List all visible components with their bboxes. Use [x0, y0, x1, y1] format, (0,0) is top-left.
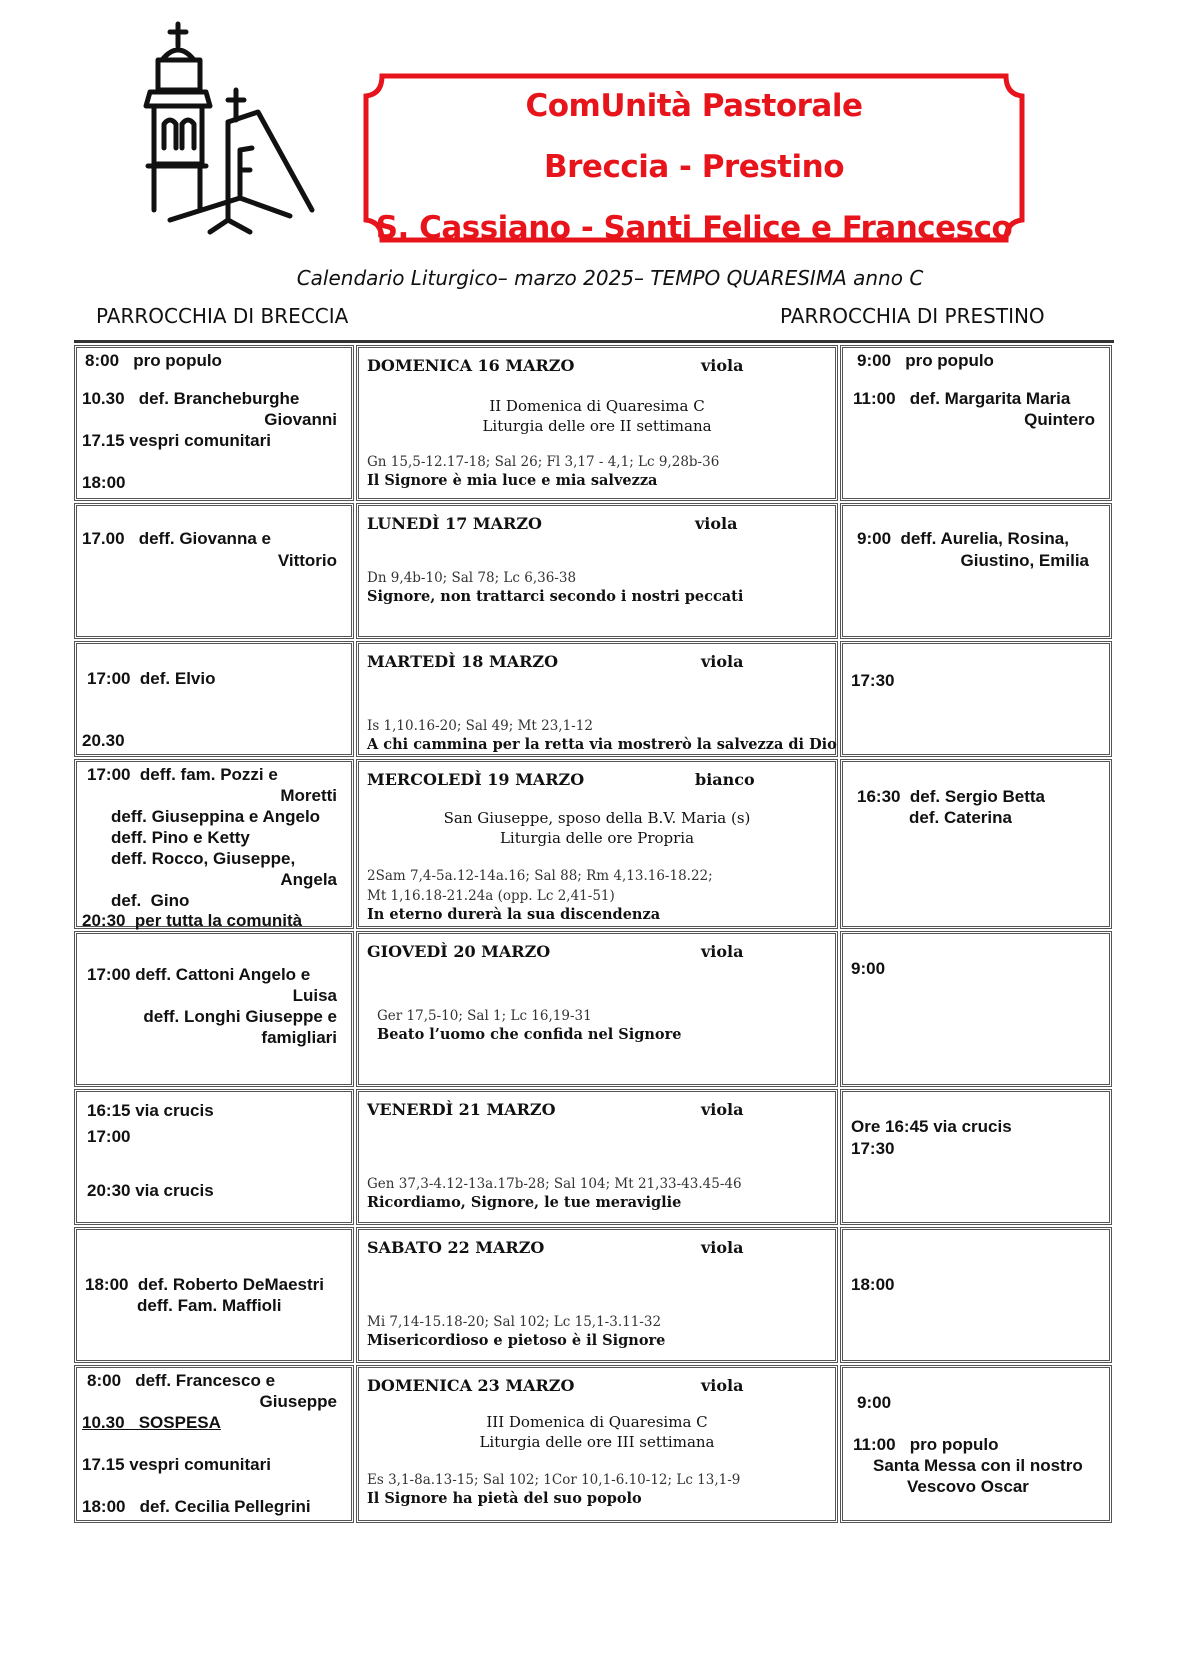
liturgical-color: viola: [701, 942, 744, 961]
parish-prestino-label: PARROCCHIA DI PRESTINO: [780, 304, 1045, 328]
prestino-line: 11:00 pro populo: [853, 1435, 999, 1454]
breccia-line: def. Gino: [111, 891, 190, 910]
liturgy-cell: [356, 345, 838, 501]
prestino-line: 9:00 deff. Aurelia, Rosina,: [857, 529, 1069, 548]
prestino-line: Quintero: [1024, 410, 1095, 429]
day-header: MERCOLEDÌ 19 MARZO: [367, 770, 585, 789]
breccia-line: 17.15 vespri comunitari: [82, 1455, 271, 1474]
celebration: Liturgia delle ore II settimana: [482, 417, 712, 435]
readings: Es 3,1-8a.13-15; Sal 102; 1Cor 10,1-6.10-12; Lc 13,1-9: [367, 1472, 741, 1488]
prestino-line: 11:00 def. Margarita Maria: [853, 389, 1071, 408]
parish-breccia-label: PARROCCHIA DI BRECCIA: [96, 304, 349, 328]
psalm-response: Ricordiamo, Signore, le tue meraviglie: [367, 1194, 682, 1211]
liturgical-color: viola: [701, 652, 744, 671]
breccia-line: 20:30 per tutta la comunità: [82, 911, 303, 930]
prestino-cell: [840, 759, 1112, 929]
table-row: [74, 501, 1114, 639]
breccia-line: famigliari: [261, 1028, 337, 1047]
breccia-cell: [74, 345, 354, 501]
breccia-line: 17.00 deff. Giovanna e: [82, 529, 271, 548]
breccia-line: 17.15 vespri comunitari: [82, 431, 271, 450]
table-row: [74, 757, 1114, 929]
calendar-table: [74, 340, 1114, 1523]
title-line-3: S. Cassiano - Santi Felice e Francesco: [375, 210, 1013, 246]
prestino-line: 9:00 pro populo: [857, 351, 994, 370]
prestino-line: Giustino, Emilia: [960, 551, 1089, 570]
breccia-cell: [74, 1089, 354, 1225]
readings: Is 1,10.16-20; Sal 49; Mt 23,1-12: [367, 718, 593, 734]
prestino-line: Santa Messa con il nostro: [873, 1456, 1083, 1475]
prestino-line: 18:00: [851, 1275, 895, 1294]
psalm-response: Beato l’uomo che confida nel Signore: [377, 1026, 682, 1043]
title-line-1: ComUnità Pastorale: [525, 88, 863, 124]
prestino-line: def. Caterina: [909, 808, 1012, 827]
readings: Mi 7,14-15.18-20; Sal 102; Lc 15,1-3.11-32: [367, 1314, 662, 1330]
psalm-response: Signore, non trattarci secondo i nostri peccati: [367, 588, 744, 605]
liturgical-color: viola: [701, 356, 744, 375]
table-row: [74, 639, 1114, 757]
breccia-line: 17:00 deff. fam. Pozzi e: [87, 765, 278, 784]
psalm-response: Misericordioso e pietoso è il Signore: [367, 1332, 666, 1349]
liturgical-color: bianco: [695, 770, 755, 789]
breccia-line: Luisa: [292, 986, 337, 1005]
breccia-line: Giuseppe: [259, 1392, 337, 1411]
breccia-line: 18:00 def. Cecilia Pellegrini: [82, 1497, 311, 1516]
breccia-line: deff. Pino e Ketty: [111, 828, 250, 847]
liturgy-cell: [356, 931, 838, 1087]
prestino-cell: [840, 1089, 1112, 1225]
liturgical-color: viola: [695, 514, 738, 533]
table-row: [74, 1225, 1114, 1363]
breccia-cell: [74, 1365, 354, 1523]
parish-logo-icon: [140, 20, 340, 235]
prestino-cell: [840, 931, 1112, 1087]
celebration: II Domenica di Quaresima C: [489, 397, 705, 415]
prestino-line: 9:00: [857, 1393, 892, 1412]
psalm-response: In eterno durerà la sua discendenza: [367, 906, 661, 923]
breccia-line: deff. Rocco, Giuseppe,: [111, 849, 296, 868]
prestino-line: Ore 16:45 via crucis: [851, 1117, 1012, 1136]
breccia-line: Moretti: [280, 786, 337, 805]
celebration: III Domenica di Quaresima C: [486, 1413, 708, 1431]
liturgy-cell: [356, 503, 838, 639]
day-header: LUNEDÌ 17 MARZO: [367, 514, 542, 533]
liturgical-color: viola: [701, 1376, 744, 1395]
readings: Ger 17,5-10; Sal 1; Lc 16,19-31: [377, 1008, 592, 1024]
breccia-line: 20.30: [82, 731, 125, 750]
table-row: [74, 1363, 1114, 1523]
day-header: GIOVEDÌ 20 MARZO: [367, 942, 551, 961]
day-header: DOMENICA 23 MARZO: [367, 1376, 575, 1395]
prestino-line: 16:30 def. Sergio Betta: [857, 787, 1046, 806]
prestino-line: 17:30: [851, 671, 895, 690]
table-row: [74, 1087, 1114, 1225]
prestino-cell: [840, 1365, 1112, 1523]
title-line-2: Breccia - Prestino: [544, 149, 844, 185]
breccia-line: 8:00 pro populo: [85, 351, 222, 370]
breccia-line: 10.30 def. Brancheburghe: [82, 389, 300, 408]
table-row: [74, 343, 1114, 501]
psalm-response: Il Signore ha pietà del suo popolo: [367, 1490, 642, 1507]
psalm-response: Il Signore è mia luce e mia salvezza: [367, 472, 658, 489]
table-row: [74, 929, 1114, 1087]
prestino-line: 9:00: [851, 959, 886, 978]
breccia-line: 20:30 via crucis: [87, 1181, 214, 1200]
breccia-cell: [74, 503, 354, 639]
celebration: San Giuseppe, sposo della B.V. Maria (s): [443, 809, 751, 827]
prestino-line: 17:30: [851, 1139, 895, 1158]
calendar-subtitle: Calendario Liturgico– marzo 2025– TEMPO QUARESIMA anno C: [296, 266, 924, 290]
prestino-cell: [840, 1227, 1112, 1363]
day-header: VENERDÌ 21 MARZO: [367, 1100, 556, 1119]
prestino-cell: [840, 345, 1112, 501]
breccia-cell: [74, 641, 354, 757]
prestino-cell: [840, 503, 1112, 639]
breccia-line: 17:00: [87, 1127, 131, 1146]
breccia-line-suspended: 10.30 SOSPESA: [82, 1413, 221, 1432]
breccia-line: deff. Longhi Giuseppe e: [143, 1007, 337, 1026]
breccia-line: deff. Fam. Maffioli: [137, 1296, 282, 1315]
day-header: DOMENICA 16 MARZO: [367, 356, 575, 375]
prestino-line: Vescovo Oscar: [907, 1477, 1029, 1496]
breccia-line: Vittorio: [277, 551, 337, 570]
breccia-line: 17:00 deff. Cattoni Angelo e: [87, 965, 311, 984]
readings: Dn 9,4b-10; Sal 78; Lc 6,36-38: [367, 570, 577, 586]
liturgy-cell: [356, 1227, 838, 1363]
liturgical-color: viola: [701, 1100, 744, 1119]
breccia-line: 18:00: [82, 473, 126, 492]
breccia-line: 18:00 def. Roberto DeMaestri: [85, 1275, 325, 1294]
readings: Gn 15,5-12.17-18; Sal 26; Fl 3,17 - 4,1; Lc 9,28b-36: [367, 454, 720, 470]
breccia-line: 17:00 def. Elvio: [87, 669, 216, 688]
breccia-cell: [74, 931, 354, 1087]
celebration: Liturgia delle ore Propria: [499, 829, 695, 847]
breccia-line: deff. Giuseppina e Angelo: [111, 807, 321, 826]
breccia-line: 8:00 deff. Francesco e: [87, 1371, 276, 1390]
readings: 2Sam 7,4-5a.12-14a.16; Sal 88; Rm 4,13.16-18.22; Mt 1,16.18-21.24a (opp. Lc 2,41-51): [367, 868, 713, 904]
prestino-cell: [840, 641, 1112, 757]
community-title-box: [362, 72, 1026, 244]
liturgy-cell: [356, 1365, 838, 1523]
celebration: Liturgia delle ore III settimana: [479, 1433, 715, 1451]
day-header: SABATO 22 MARZO: [367, 1238, 545, 1257]
breccia-cell: [74, 759, 354, 929]
liturgical-color: viola: [701, 1238, 744, 1257]
liturgy-cell: [356, 759, 838, 929]
breccia-line: Angela: [280, 870, 337, 889]
day-header: MARTEDÌ 18 MARZO: [367, 652, 559, 671]
liturgy-cell: [356, 1089, 838, 1225]
readings: Gen 37,3-4.12-13a.17b-28; Sal 104; Mt 21,33-43.45-46: [367, 1176, 742, 1192]
breccia-cell: [74, 1227, 354, 1363]
psalm-response: A chi cammina per la retta via mostrerò la salvezza di Dio: [367, 736, 837, 753]
breccia-line: 16:15 via crucis: [87, 1101, 214, 1120]
liturgy-cell: [356, 641, 838, 757]
breccia-line: Giovanni: [264, 410, 337, 429]
